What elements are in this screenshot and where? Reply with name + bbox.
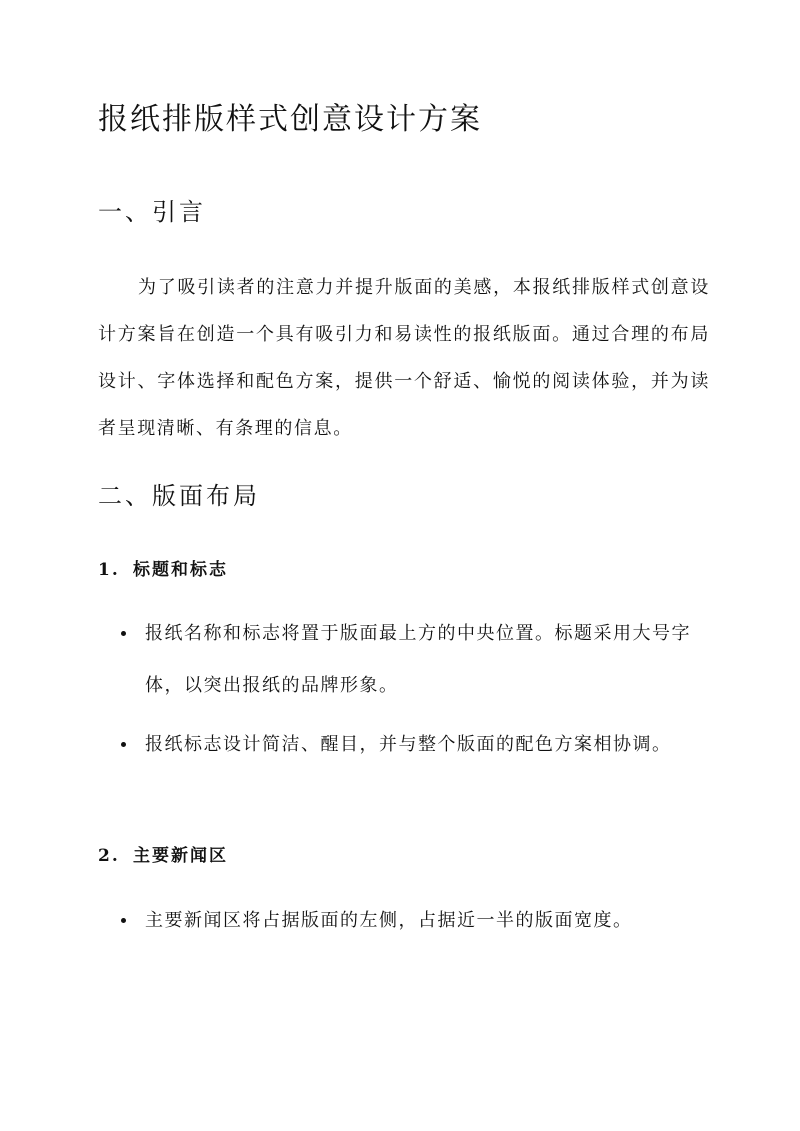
subheading-number: 2. — [98, 846, 120, 866]
section-heading-layout: 二、版面布局 — [98, 482, 260, 510]
subheading-title-and-logo — [98, 555, 228, 585]
list-item — [145, 719, 691, 771]
bullet-icon — [121, 742, 126, 747]
document-title: 报纸排版样式创意设计方案 — [98, 102, 482, 137]
subheading-text: 主要新闻区 — [133, 846, 228, 866]
list-item-text: 报纸标志设计简洁、醒目，并与整个版面的配色方案相协调。 — [145, 734, 672, 755]
list-item-text: 主要新闻区将占据版面的左侧，占据近一半的版面宽度。 — [145, 910, 633, 931]
section-heading-intro: 一、引言 — [98, 198, 206, 226]
subheading-number: 1. — [98, 560, 120, 580]
subheading-main-news-area — [98, 841, 228, 871]
bullet-icon — [121, 631, 126, 636]
subheading-text: 标题和标志 — [133, 560, 228, 580]
list-item-text: 报纸名称和标志将置于版面最上方的中央位置。标题采用大号字体，以突出报纸的品牌形象。 — [145, 623, 691, 696]
intro-paragraph: 为了吸引读者的注意力并提升版面的美感，本报纸排版样式创意设计方案旨在创造一个具有吸引力和易读性的报纸版面。通过合理的布局设计、字体选择和配色方案，提供一个舒适、愉悦的阅读体验，并为读者呈现清晰、有条理的信息。 — [98, 277, 710, 439]
list-item — [145, 895, 691, 947]
bullet-icon — [121, 918, 126, 923]
list-item — [145, 608, 691, 712]
